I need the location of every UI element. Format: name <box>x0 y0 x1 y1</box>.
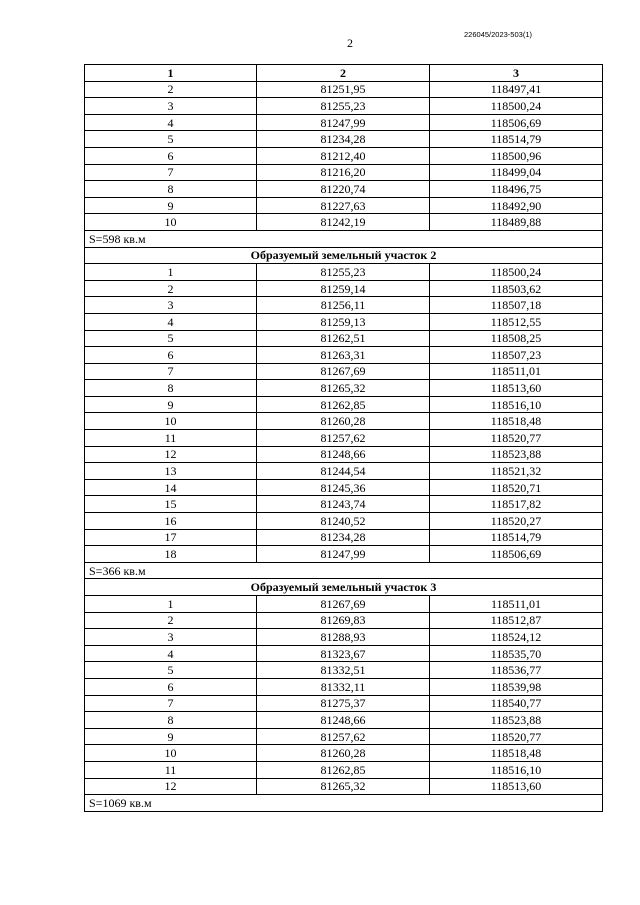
coordinate-x-cell: 81220,74 <box>257 181 430 198</box>
point-number-cell: 7 <box>85 164 257 181</box>
coordinate-y-cell: 118500,96 <box>430 147 603 164</box>
coordinate-y-cell: 118523,88 <box>430 712 603 729</box>
coordinate-y-cell: 118511,01 <box>430 363 603 380</box>
point-number-cell: 9 <box>85 728 257 745</box>
coordinate-y-cell: 118512,55 <box>430 313 603 330</box>
coordinate-x-cell: 81256,11 <box>257 297 430 314</box>
area-label: S=366 кв.м <box>85 562 603 579</box>
coordinate-x-cell: 81262,85 <box>257 396 430 413</box>
coordinate-x-cell: 81242,19 <box>257 214 430 231</box>
coordinate-x-cell: 81212,40 <box>257 147 430 164</box>
coordinate-y-cell: 118489,88 <box>430 214 603 231</box>
coordinate-x-cell: 81244,54 <box>257 463 430 480</box>
coordinate-y-cell: 118513,60 <box>430 380 603 397</box>
point-number-cell: 5 <box>85 330 257 347</box>
table-row <box>85 330 603 347</box>
table-row <box>85 214 603 231</box>
table-row <box>85 264 603 281</box>
table-row <box>85 645 603 662</box>
coordinate-y-cell: 118535,70 <box>430 645 603 662</box>
coordinate-y-cell: 118508,25 <box>430 330 603 347</box>
coordinate-y-cell: 118517,82 <box>430 496 603 513</box>
table-row <box>85 131 603 148</box>
point-number-cell: 10 <box>85 413 257 430</box>
table-row <box>85 678 603 695</box>
coordinate-x-cell: 81263,31 <box>257 347 430 364</box>
table-row <box>85 430 603 447</box>
point-number-cell: 8 <box>85 181 257 198</box>
coordinate-x-cell: 81265,32 <box>257 778 430 795</box>
table-row <box>85 496 603 513</box>
coordinate-y-cell: 118514,79 <box>430 529 603 546</box>
table-row <box>85 728 603 745</box>
coordinate-x-cell: 81255,23 <box>257 98 430 115</box>
point-number-cell: 11 <box>85 430 257 447</box>
section-title-row <box>85 247 603 264</box>
coordinate-x-cell: 81332,11 <box>257 678 430 695</box>
point-number-cell: 11 <box>85 761 257 778</box>
table-row <box>85 396 603 413</box>
coordinate-y-cell: 118496,75 <box>430 181 603 198</box>
coordinate-x-cell: 81227,63 <box>257 197 430 214</box>
point-number-cell: 1 <box>85 596 257 613</box>
point-number-cell: 3 <box>85 297 257 314</box>
area-label-row <box>85 230 603 247</box>
point-number-cell: 7 <box>85 363 257 380</box>
coordinate-x-cell: 81248,66 <box>257 446 430 463</box>
coordinate-x-cell: 81332,51 <box>257 662 430 679</box>
coordinate-x-cell: 81216,20 <box>257 164 430 181</box>
coordinate-y-cell: 118524,12 <box>430 629 603 646</box>
point-number-cell: 1 <box>85 264 257 281</box>
point-number-cell: 4 <box>85 114 257 131</box>
point-number-cell: 9 <box>85 197 257 214</box>
coordinate-x-cell: 81248,66 <box>257 712 430 729</box>
point-number-cell: 14 <box>85 479 257 496</box>
section-title: Образуемый земельный участок 3 <box>85 579 603 596</box>
coordinate-y-cell: 118523,88 <box>430 446 603 463</box>
coordinate-y-cell: 118520,77 <box>430 430 603 447</box>
point-number-cell: 18 <box>85 546 257 563</box>
point-number-cell: 3 <box>85 629 257 646</box>
coordinate-x-cell: 81240,52 <box>257 513 430 530</box>
coordinate-y-cell: 118514,79 <box>430 131 603 148</box>
point-number-cell: 9 <box>85 396 257 413</box>
point-number-cell: 5 <box>85 662 257 679</box>
area-label-row <box>85 795 603 812</box>
table-row <box>85 629 603 646</box>
column-header-2: 2 <box>257 65 430 82</box>
coordinate-x-cell: 81257,62 <box>257 728 430 745</box>
point-number-cell: 16 <box>85 513 257 530</box>
coordinate-y-cell: 118500,24 <box>430 264 603 281</box>
coordinate-x-cell: 81288,93 <box>257 629 430 646</box>
coordinate-x-cell: 81234,28 <box>257 131 430 148</box>
table-row <box>85 745 603 762</box>
coordinate-x-cell: 81265,32 <box>257 380 430 397</box>
coordinates-table <box>84 64 603 812</box>
coordinate-y-cell: 118513,60 <box>430 778 603 795</box>
coordinate-x-cell: 81260,28 <box>257 413 430 430</box>
coordinate-x-cell: 81323,67 <box>257 645 430 662</box>
coordinate-y-cell: 118520,77 <box>430 728 603 745</box>
page-number: 2 <box>347 36 353 50</box>
table-row <box>85 596 603 613</box>
coordinate-y-cell: 118539,98 <box>430 678 603 695</box>
table-row <box>85 380 603 397</box>
point-number-cell: 4 <box>85 313 257 330</box>
coordinate-x-cell: 81259,13 <box>257 313 430 330</box>
table-row <box>85 463 603 480</box>
coordinate-y-cell: 118536,77 <box>430 662 603 679</box>
coordinate-y-cell: 118497,41 <box>430 81 603 98</box>
table-row <box>85 712 603 729</box>
point-number-cell: 12 <box>85 446 257 463</box>
point-number-cell: 5 <box>85 131 257 148</box>
point-number-cell: 6 <box>85 347 257 364</box>
coordinate-y-cell: 118516,10 <box>430 396 603 413</box>
table-row <box>85 114 603 131</box>
coordinate-x-cell: 81275,37 <box>257 695 430 712</box>
coordinates-table-body <box>85 65 603 812</box>
coordinate-y-cell: 118540,77 <box>430 695 603 712</box>
point-number-cell: 15 <box>85 496 257 513</box>
coordinate-x-cell: 81269,83 <box>257 612 430 629</box>
coordinate-x-cell: 81243,74 <box>257 496 430 513</box>
coordinate-y-cell: 118500,24 <box>430 98 603 115</box>
table-row <box>85 81 603 98</box>
point-number-cell: 8 <box>85 380 257 397</box>
point-number-cell: 12 <box>85 778 257 795</box>
table-row <box>85 363 603 380</box>
coordinate-x-cell: 81267,69 <box>257 596 430 613</box>
table-row <box>85 197 603 214</box>
coordinate-x-cell: 81245,36 <box>257 479 430 496</box>
point-number-cell: 4 <box>85 645 257 662</box>
coordinate-x-cell: 81251,95 <box>257 81 430 98</box>
point-number-cell: 2 <box>85 280 257 297</box>
table-row <box>85 147 603 164</box>
area-label: S=1069 кв.м <box>85 795 603 812</box>
coordinate-x-cell: 81262,85 <box>257 761 430 778</box>
point-number-cell: 17 <box>85 529 257 546</box>
section-title-row <box>85 579 603 596</box>
table-row <box>85 612 603 629</box>
point-number-cell: 10 <box>85 745 257 762</box>
coordinate-x-cell: 81257,62 <box>257 430 430 447</box>
table-row <box>85 662 603 679</box>
column-header-1: 1 <box>85 65 257 82</box>
table-row <box>85 181 603 198</box>
table-row <box>85 695 603 712</box>
coordinate-x-cell: 81255,23 <box>257 264 430 281</box>
table-row <box>85 164 603 181</box>
area-label-row <box>85 562 603 579</box>
coordinate-x-cell: 81260,28 <box>257 745 430 762</box>
coordinate-x-cell: 81234,28 <box>257 529 430 546</box>
coordinate-y-cell: 118521,32 <box>430 463 603 480</box>
table-row <box>85 529 603 546</box>
point-number-cell: 2 <box>85 81 257 98</box>
point-number-cell: 13 <box>85 463 257 480</box>
coordinate-y-cell: 118507,18 <box>430 297 603 314</box>
table-row <box>85 98 603 115</box>
table-row <box>85 513 603 530</box>
coordinate-x-cell: 81267,69 <box>257 363 430 380</box>
table-row <box>85 280 603 297</box>
column-header-3: 3 <box>430 65 603 82</box>
coordinate-y-cell: 118520,71 <box>430 479 603 496</box>
table-row <box>85 413 603 430</box>
point-number-cell: 2 <box>85 612 257 629</box>
point-number-cell: 6 <box>85 678 257 695</box>
coordinate-y-cell: 118506,69 <box>430 114 603 131</box>
coordinate-y-cell: 118518,48 <box>430 413 603 430</box>
section-title: Образуемый земельный участок 2 <box>85 247 603 264</box>
coordinate-y-cell: 118503,62 <box>430 280 603 297</box>
document-number: 226045/2023-503(1) <box>464 30 532 39</box>
coordinate-y-cell: 118506,69 <box>430 546 603 563</box>
table-row <box>85 297 603 314</box>
coordinate-y-cell: 118520,27 <box>430 513 603 530</box>
point-number-cell: 8 <box>85 712 257 729</box>
area-label: S=598 кв.м <box>85 230 603 247</box>
table-row <box>85 479 603 496</box>
table-row <box>85 761 603 778</box>
table-header-row <box>85 65 603 82</box>
point-number-cell: 3 <box>85 98 257 115</box>
table-row <box>85 778 603 795</box>
coordinate-x-cell: 81247,99 <box>257 114 430 131</box>
coordinate-y-cell: 118516,10 <box>430 761 603 778</box>
coordinate-y-cell: 118507,23 <box>430 347 603 364</box>
table-row <box>85 446 603 463</box>
coordinate-x-cell: 81262,51 <box>257 330 430 347</box>
coordinate-y-cell: 118512,87 <box>430 612 603 629</box>
table-row <box>85 313 603 330</box>
table-row <box>85 347 603 364</box>
coordinate-y-cell: 118518,48 <box>430 745 603 762</box>
table-row <box>85 546 603 563</box>
point-number-cell: 10 <box>85 214 257 231</box>
coordinate-x-cell: 81259,14 <box>257 280 430 297</box>
coordinate-y-cell: 118492,90 <box>430 197 603 214</box>
coordinate-y-cell: 118499,04 <box>430 164 603 181</box>
coordinate-x-cell: 81247,99 <box>257 546 430 563</box>
point-number-cell: 7 <box>85 695 257 712</box>
coordinate-y-cell: 118511,01 <box>430 596 603 613</box>
point-number-cell: 6 <box>85 147 257 164</box>
